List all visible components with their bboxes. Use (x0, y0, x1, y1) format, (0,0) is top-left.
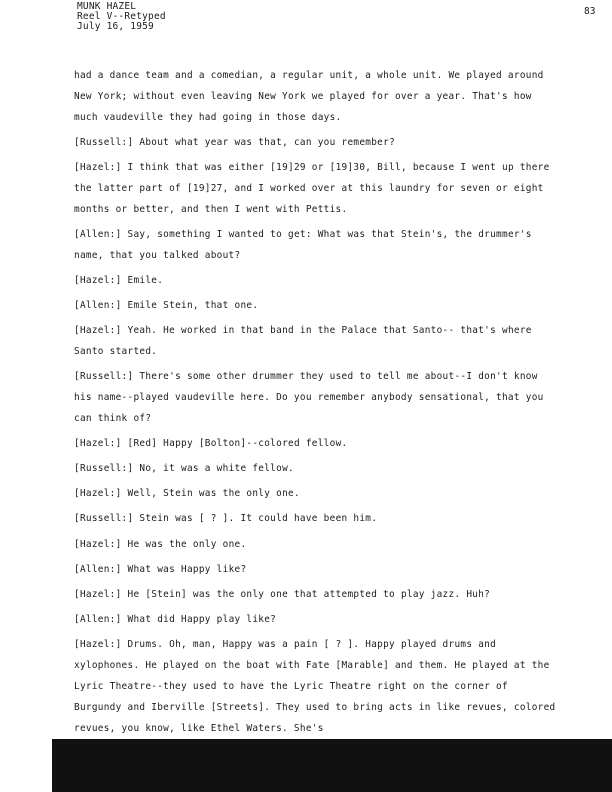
transcript-paragraph (74, 321, 558, 363)
speaker-label: [Hazel:] (74, 589, 122, 600)
transcript-paragraph (74, 225, 558, 267)
speaker-label: [Hazel:] (74, 488, 122, 500)
transcript-paragraph (74, 610, 558, 631)
transcript-paragraph (74, 560, 558, 581)
paragraph-text: No, it was a white fellow. (139, 463, 294, 475)
paragraph-text: Emile. (127, 274, 164, 286)
paragraph-text: Well, Stein was the only one. (127, 488, 300, 500)
speaker-label: [Hazel:] (74, 325, 122, 337)
page-header (77, 2, 166, 32)
transcript-paragraph (74, 635, 558, 739)
paragraph-text: Yeah. He worked in that band in the Palace that Santo-- that's where Santo started. (74, 325, 532, 357)
header-reel: Reel V--Retyped (77, 11, 166, 22)
paragraph-text: There's some other drummer they used to tell me about--I don't know his name--played vaudeville here. Do you remember anybody sensational, that you can think of? (74, 371, 544, 424)
transcript-paragraph (74, 367, 558, 429)
transcript-body (74, 66, 558, 744)
speaker-label: [Hazel:] (74, 437, 122, 449)
transcript-paragraph (74, 535, 558, 556)
speaker-label: [Allen:] (74, 228, 122, 240)
paragraph-text: He was the only one. (127, 538, 247, 550)
transcript-paragraph (74, 296, 558, 317)
speaker-label: [Allen:] (74, 299, 122, 311)
header-name: MUNK HAZEL (77, 1, 137, 12)
transcript-paragraph (74, 459, 558, 480)
paragraph-text: What did Happy play like? (127, 614, 277, 626)
speaker-label: [Russell:] (74, 136, 134, 148)
speaker-label: [Hazel:] (74, 274, 122, 286)
paragraph-text: About what year was that, can you remember? (139, 136, 396, 148)
speaker-label: [Hazel:] (74, 538, 122, 550)
paragraph-text: Stein was [ ? ]. It could have been him. (139, 513, 378, 525)
page-number: 83 (584, 6, 596, 17)
transcript-paragraph (74, 509, 558, 530)
paragraph-text: had a dance team and a comedian, a regular unit, a whole unit. We played around New York; without even leaving New York we played for over a year. That's how much vaudeville they had going in those days. (74, 70, 544, 123)
paragraph-text: Emile Stein, that one. (127, 299, 259, 311)
transcript-paragraph (74, 271, 558, 292)
speaker-label: [Russell:] (74, 463, 134, 475)
paragraph-text: Say, something I wanted to get: What was that Stein's, the drummer's name, that you talked about? (74, 228, 532, 261)
transcript-paragraph (74, 158, 558, 220)
transcript-paragraph (74, 66, 558, 128)
transcript-paragraph (74, 434, 558, 455)
paragraph-text: [Red] Happy [Bolton]--colored fellow. (127, 437, 348, 449)
paragraph-text: He [Stein] was the only one that attempted to play jazz. Huh? (127, 589, 491, 600)
scan-dark-margin (52, 739, 612, 792)
speaker-label: [Russell:] (74, 371, 134, 383)
transcript-paragraph (74, 133, 558, 154)
transcript-paragraph (74, 585, 558, 606)
speaker-label: [Russell:] (74, 513, 134, 525)
speaker-label: [Hazel:] (74, 639, 122, 651)
speaker-label: [Allen:] (74, 563, 122, 575)
header-date: July 16, 1959 (77, 21, 154, 32)
paragraph-text: What was Happy like? (127, 563, 247, 575)
paragraph-text: I think that was either [19]29 or [19]30, Bill, because I went up there the latter part of [19]27, and I worked over at this laundry for seven or eight months or better, and then I went with Pettis. (74, 161, 550, 215)
speaker-label: [Hazel:] (74, 161, 122, 173)
transcript-paragraph (74, 484, 558, 505)
speaker-label: [Allen:] (74, 614, 122, 626)
paragraph-text: Drums. Oh, man, Happy was a pain [ ? ]. Happy played drums and xylophones. He played on the boat with Fate [Marable] and them. He played at the Lyric Theatre--they used to have the Lyric Theatre right on the corner of Burgundy and Iberville [Streets]. They used to bring acts in like revues, colored revues, you know, like Ethel Waters. She's (74, 639, 556, 734)
